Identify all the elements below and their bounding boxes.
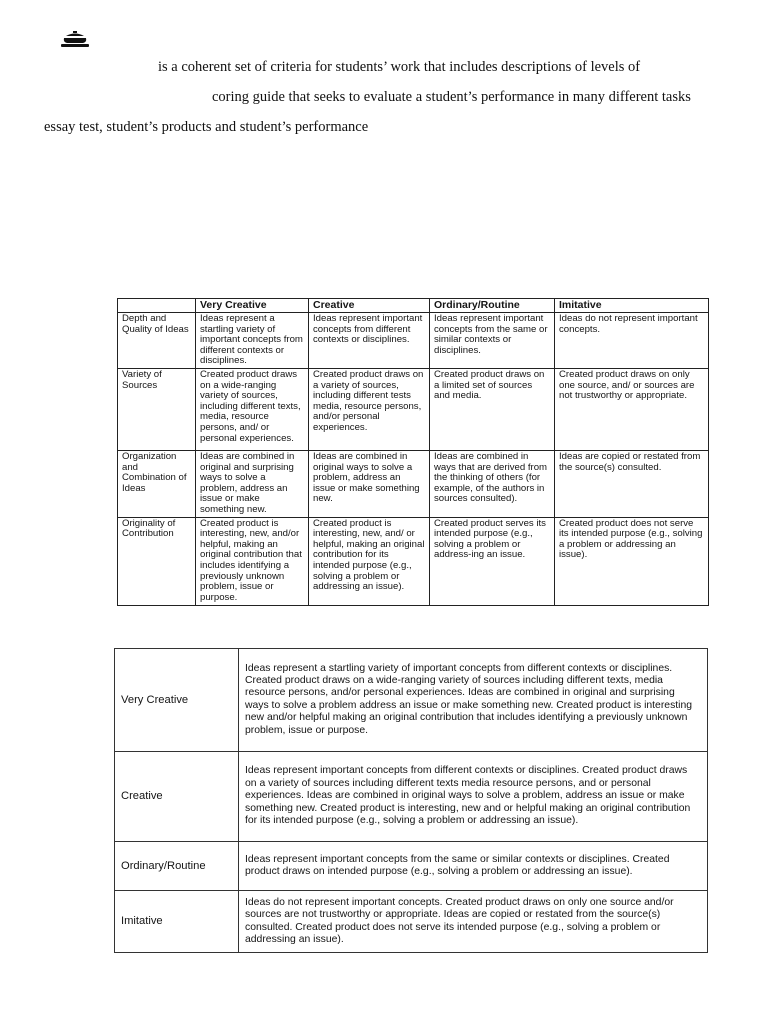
rubric-row [118, 450, 709, 517]
rubric-criterion: Variety of Sources [118, 368, 196, 450]
summary-row [115, 842, 708, 891]
teapot-icon [58, 30, 92, 50]
rubric-cell: Ideas represent important concepts from different contexts or disciplines. [309, 313, 430, 369]
rubric-cell: Ideas represent a startling variety of important concepts from different contexts or disciplines. [196, 313, 309, 369]
rubric-header-row [118, 299, 709, 313]
rubric-cell: Ideas are combined in ways that are derived from the thinking of others (for example, of the authors in sources consulted). [430, 450, 555, 517]
rubric-header-cell [118, 299, 196, 313]
rubric-criterion: Originality of Contribution [118, 517, 196, 605]
rubric-cell: Ideas do not represent important concepts. [555, 313, 709, 369]
creativity-summary-table [114, 648, 708, 953]
rubric-criterion: Organization and Combination of Ideas [118, 450, 196, 517]
rubric-cell: Ideas represent important concepts from the same or similar contexts or disciplines. [430, 313, 555, 369]
rubric-cell: Created product is interesting, new, and/or helpful, making an original contribution that includes identifying a previously unknown problem, issue or purpose. [196, 517, 309, 605]
rubric-cell: Ideas are combined in original ways to solve a problem, address an issue or make something new. [309, 450, 430, 517]
summary-level: Creative [115, 751, 239, 841]
summary-row [115, 751, 708, 841]
summary-description: Ideas represent important concepts from different contexts or disciplines. Created product draws on a variety of sources including different texts media resource persons, and or personal experiences. Ideas are combined in original ways to solve a problem, address an issue or make something new. Created product is interesting, new and or helpful making an original contribution for its intended purpose (e.g., solving a problem or addressing an issue). [239, 751, 708, 841]
rubric-cell: Created product does not serve its intended purpose (e.g., solving a problem or addressing an issue). [555, 517, 709, 605]
rubric-row [118, 368, 709, 450]
rubric-header-cell: Very Creative [196, 299, 309, 313]
rubric-criterion: Depth and Quality of Ideas [118, 313, 196, 369]
creativity-rubric-table [117, 298, 709, 606]
summary-description: Ideas represent important concepts from the same or similar contexts or disciplines. Created product draws on intended purpose (e.g., solving a problem or addressing an issue). [239, 842, 708, 891]
rubric-cell: Created product is interesting, new, and/ or helpful, making an original contribution for its intended purpose (e.g., solving a problem or addressing an issue). [309, 517, 430, 605]
rubric-cell: Ideas are copied or restated from the source(s) consulted. [555, 450, 709, 517]
rubric-header-cell: Imitative [555, 299, 709, 313]
rubric-cell: Created product draws on a wide-ranging variety of sources, including different texts, media, resource persons, and/ or personal experiences. [196, 368, 309, 450]
rubric-cell: Ideas are combined in original and surprising ways to solve a problem, address an issue or make something new. [196, 450, 309, 517]
summary-level: Imitative [115, 891, 239, 953]
summary-description: Ideas represent a startling variety of important concepts from different contexts or disciplines. Created product draws on a wide-ranging variety of sources including different texts, media resource persons, and/or personal experiences. Ideas are combined in original and surprising ways to solve a problem address an issue or make something new. Created product is interesting new and/or helpful making an original contribution that includes identifying a previously unknown problem, issue or purpose. [239, 649, 708, 752]
summary-level: Ordinary/Routine [115, 842, 239, 891]
summary-level: Very Creative [115, 649, 239, 752]
intro-text-line-2: coring guide that seeks to evaluate a student’s performance in many different tasks [212, 89, 691, 105]
rubric-cell: Created product serves its intended purpose (e.g., solving a problem or address-ing an issue. [430, 517, 555, 605]
rubric-cell: Created product draws on a limited set of sources and media. [430, 368, 555, 450]
rubric-header-cell: Ordinary/Routine [430, 299, 555, 313]
summary-description: Ideas do not represent important concepts. Created product draws on only one source and/or sources are not trustworthy or appropriate. Ideas are copied or restated from the source(s) consulted. Created product does not serve its intended purpose (e.g., solving a problem or addressing an issue). [239, 891, 708, 953]
summary-row [115, 649, 708, 752]
rubric-header-cell: Creative [309, 299, 430, 313]
rubric-row [118, 517, 709, 605]
rubric-cell: Created product draws on a variety of sources, including different tests media, resource persons, and/or personal experiences. [309, 368, 430, 450]
summary-row [115, 891, 708, 953]
rubric-cell: Created product draws on only one source, and/ or sources are not trustworthy or appropriate. [555, 368, 709, 450]
intro-text-line-1: is a coherent set of criteria for students’ work that includes descriptions of levels of [158, 59, 641, 75]
intro-text-line-3: essay test, student’s products and student’s performance [44, 119, 369, 135]
rubric-row [118, 313, 709, 369]
